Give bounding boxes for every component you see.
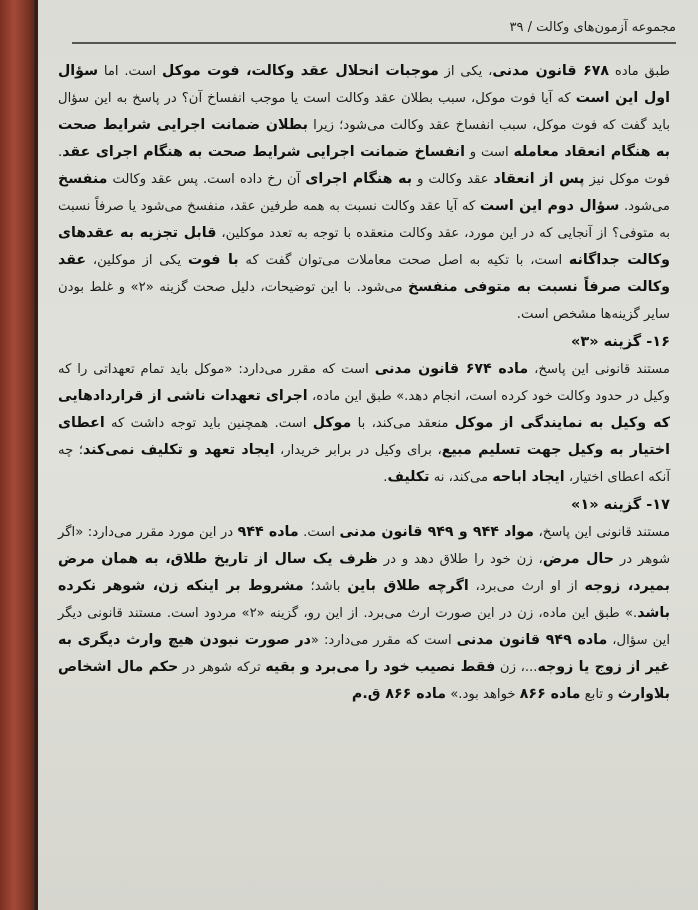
text-run: باشد؛ — [303, 579, 348, 594]
bold-text-run: ۶۷۸ قانون مدنی — [492, 63, 610, 79]
text-run: یکی از موکلین، — [86, 253, 188, 268]
bold-text-run: با فوت — [187, 252, 239, 268]
text-run: آن رخ داده است. پس عقد وکالت — [107, 172, 306, 187]
text-run: ؛ چه آنکه اعطای اختیار، — [58, 443, 670, 485]
bold-text-run: ماده ۶۷۴ قانون مدنی — [374, 361, 529, 377]
bold-text-run: به هنگام اجرای — [305, 171, 413, 187]
text-run: است که مقرر می‌دارد: « — [310, 633, 457, 648]
text-run: ترکه شوهر در — [178, 660, 266, 675]
text-run: می‌کند، نه — [429, 470, 493, 485]
text-run: ...، زن — [495, 660, 538, 675]
text-run: و تابع — [580, 687, 618, 702]
bold-text-run: فقط نصیب خود را می‌برد و بقیه — [265, 659, 496, 675]
page-body — [58, 58, 670, 900]
text-run: . فوت موکل نیز — [58, 145, 671, 187]
bold-text-run: پس از انعقاد — [493, 171, 585, 187]
text-run: می‌شود. — [619, 199, 670, 214]
text-run: است. همچنین باید توجه داشت که — [104, 416, 313, 431]
text-run: مستند قانونی این پاسخ، — [528, 362, 670, 377]
bold-text-run: حکم مال اشخاص بلاوارث — [58, 659, 670, 702]
text-run: ، زن خود را طلاق دهد و در — [377, 552, 543, 567]
running-title: مجموعه آزمون‌های وکالت / ۳۹ — [509, 20, 676, 35]
bold-text-run: حال مرض — [542, 551, 614, 567]
bold-text-run: موکل — [312, 415, 352, 431]
text-run: که آیا عقد وکالت نسبت به همه طرفین عقد، منفسخ می‌شود یا صرفاً نسبت به متوفی؟ از آنجایی که در این مورد، عقد وکالت منعقده با توجه به تعدد موکلین، — [58, 199, 670, 241]
bold-text-run: ظرف یک سال از تاریخ طلاق، به همان مرض بمیرد، زوجه — [58, 551, 670, 594]
text-run: در این مورد مقرر می‌دارد: «اگر شوهر در — [58, 525, 671, 567]
bold-text-run: موجبات انحلال عقد وکالت، فوت موکل — [162, 63, 439, 79]
bold-text-run: ایجاد اباحه — [492, 469, 565, 485]
bold-text-run: اگرچه طلاق باین — [347, 578, 469, 594]
bold-text-run: مشروط بر اینکه زن، شوهر نکرده باشد — [58, 578, 670, 621]
text-run: طبق ماده — [609, 64, 670, 79]
text-run: ، یکی از — [438, 64, 493, 79]
text-run: است که مقرر می‌دارد: «موکل باید تمام تعهداتی را که وکیل در حدود وکالت خود کرده است، انجام دهد.» طبق این ماده، — [58, 362, 670, 404]
text-run: منعقد می‌کند، با — [351, 416, 455, 431]
bold-text-run: ماده ۹۴۹ قانون مدنی — [456, 632, 608, 648]
paragraph-answer-16 — [58, 356, 670, 491]
bold-text-run: منفسخ — [58, 171, 108, 187]
text-run: خواهد بود.» — [446, 687, 520, 702]
bold-text-run: مواد ۹۴۴ و ۹۴۹ قانون مدنی — [339, 524, 534, 540]
text-run: عقد وکالت و — [412, 172, 494, 187]
bold-text-run: عقد وکالت صرفاً نسبت به متوفی منفسخ — [58, 252, 670, 295]
answer-heading-16: ۱۶- گزینه «۳» — [570, 334, 670, 350]
text-run: که آیا فوت موکل، سبب بطلان عقد وکالت است یا موجب انفساخ آن؟ در پاسخ به این سؤال باید گفت که فوت موکل، سبب انفساخ عقد وکالت می‌شود؛ زیرا — [58, 91, 670, 133]
paragraph-answer-17 — [58, 519, 670, 708]
answer-heading-17: ۱۷- گزینه «۱» — [570, 497, 670, 513]
bold-text-run: سؤال دوم این است — [479, 198, 620, 214]
text-run: ، برای وکیل در برابر خریدار، — [274, 443, 442, 458]
text-run: است، با تکیه به اصل صحت معاملات می‌توان گفت که — [238, 253, 569, 268]
text-run: است و — [464, 145, 514, 160]
bold-text-run: سؤال اول این است — [58, 63, 670, 106]
bold-text-run: ایجاد تعهد و تکلیف نمی‌کند — [82, 442, 275, 458]
text-run: می‌شود. با این توضیحات، دلیل صحت گزینه «۲» و غلط بودن سایر گزینه‌ها مشخص است. — [58, 280, 670, 322]
text-run: . — [383, 470, 388, 485]
book-page — [36, 0, 698, 910]
page-header — [72, 20, 676, 44]
bold-text-run: در صورت نبودن هیچ وارث دیگری به غیر از زوج یا زوجه — [58, 632, 670, 675]
bold-text-run: ماده ۸۶۶ — [519, 686, 581, 702]
bold-text-run: قابل تجزیه به عقدهای وکالت جداگانه — [58, 225, 670, 268]
bold-text-run: اعطای اختیار به وکیل جهت تسلیم مبیع — [58, 415, 670, 458]
bold-text-run: انفساخ ضمانت اجرایی شرایط صحت به هنگام اجرای عقد — [62, 144, 465, 160]
bold-text-run: بطلان ضمانت اجرایی شرایط صحت به هنگام انعقاد معامله — [58, 117, 670, 160]
text-run: مستند قانونی این پاسخ، — [533, 525, 671, 540]
text-run: است. اما — [98, 64, 163, 79]
text-run: .» طبق این ماده، زن در این صورت ارث می‌برد. از این رو، گزینه «۲» مردود است. مستند قانونی دیگر این سؤال، — [58, 606, 670, 648]
paragraph-answer-15 — [58, 58, 670, 328]
text-run: از او ارث می‌برد، — [468, 579, 585, 594]
bold-text-run: ماده ۸۶۶ ق.م — [351, 686, 447, 702]
bold-text-run: اجرای تعهدات ناشی از قراردادهایی که وکیل به نمایندگی از موکل — [58, 388, 670, 431]
bold-text-run: ماده ۹۴۴ — [237, 524, 299, 540]
bold-text-run: تکلیف — [387, 469, 430, 485]
text-run: است. — [298, 525, 340, 540]
